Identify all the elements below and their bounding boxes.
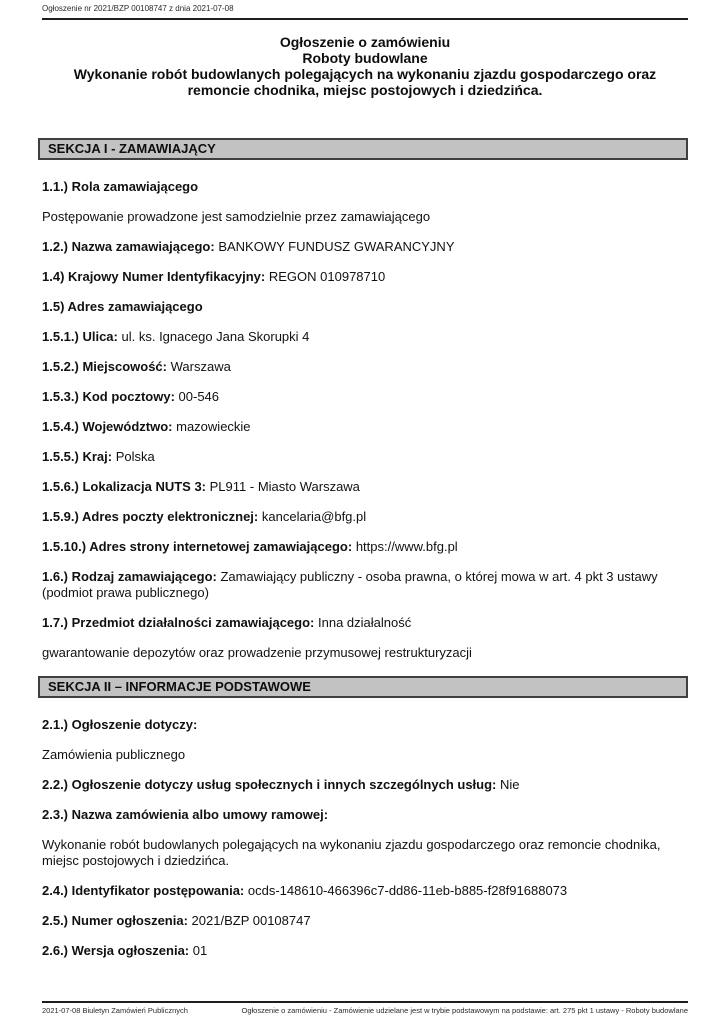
field-row bbox=[42, 913, 688, 929]
paragraph: Postępowanie prowadzone jest samodzielnie przez zamawiającego bbox=[42, 209, 431, 224]
field-label: 1.1.) Rola zamawiającego bbox=[42, 179, 199, 194]
document-title-line: remoncie chodnika, miejsc postojowych i dziedzińca. bbox=[187, 82, 543, 98]
field-value: BANKOWY FUNDUSZ GWARANCYJNY bbox=[218, 239, 455, 254]
document-title-line: Wykonanie robót budowlanych polegających na wykonaniu zjazdu gospodarczego oraz bbox=[73, 66, 657, 82]
field-row bbox=[42, 269, 688, 285]
field-label: 1.5.9.) Adres poczty elektronicznej: bbox=[42, 509, 259, 524]
field-label: 1.2.) Nazwa zamawiającego: bbox=[42, 239, 215, 254]
field-row bbox=[42, 569, 688, 601]
footer-divider bbox=[42, 1001, 688, 1003]
announcement-number: Ogłoszenie nr 2021/BZP 00108747 z dnia 2021-07-08 bbox=[42, 4, 234, 13]
field-row bbox=[42, 239, 688, 255]
paragraph: Wykonanie robót budowlanych polegających na wykonaniu zjazdu gospodarczego oraz remoncie chodnika, miejsc postojowych i dziedzińca. bbox=[42, 837, 661, 868]
field-label: 1.5.6.) Lokalizacja NUTS 3: bbox=[42, 479, 207, 494]
field-label: 1.5) Adres zamawiającego bbox=[42, 299, 203, 314]
field-row bbox=[42, 807, 688, 823]
field-row bbox=[42, 539, 688, 555]
field-row bbox=[42, 449, 688, 465]
footer-left-text: 2021-07-08 Biuletyn Zamówień Publicznych bbox=[42, 1006, 188, 1015]
section bbox=[42, 138, 688, 661]
field-label: 2.5.) Numer ogłoszenia: bbox=[42, 913, 188, 928]
document-title-line: Ogłoszenie o zamówieniu bbox=[279, 34, 451, 50]
field-row bbox=[42, 389, 688, 405]
field-value: Zamawiający publiczny - osoba prawna, o której mowa w art. 4 pkt 3 ustawy (podmiot prawa publicznego) bbox=[42, 569, 658, 600]
field-value: 2021/BZP 00108747 bbox=[191, 913, 311, 928]
field-label: 1.5.1.) Ulica: bbox=[42, 329, 118, 344]
field-label: 1.7.) Przedmiot działalności zamawiającego: bbox=[42, 615, 315, 630]
document-title bbox=[42, 34, 688, 98]
field-value: 00-546 bbox=[178, 389, 220, 404]
document-title-line: Roboty budowlane bbox=[302, 50, 428, 66]
field-value: Inna działalność bbox=[318, 615, 412, 630]
field-value: PL911 - Miasto Warszawa bbox=[209, 479, 360, 494]
field-row bbox=[42, 419, 688, 435]
field-row bbox=[42, 479, 688, 495]
field-row bbox=[42, 777, 688, 793]
field-label: 1.6.) Rodzaj zamawiającego: bbox=[42, 569, 217, 584]
field-value: ul. ks. Ignacego Jana Skorupki 4 bbox=[121, 329, 310, 344]
section bbox=[42, 676, 688, 959]
field-row bbox=[42, 299, 688, 315]
field-value: Warszawa bbox=[170, 359, 231, 374]
field-row bbox=[42, 329, 688, 345]
field-label: 1.5.10.) Adres strony internetowej zamawiającego: bbox=[42, 539, 353, 554]
field-label: 1.5.3.) Kod pocztowy: bbox=[42, 389, 175, 404]
field-row bbox=[42, 883, 688, 899]
field-label: 1.5.5.) Kraj: bbox=[42, 449, 113, 464]
field-row bbox=[42, 509, 688, 525]
field-value: ocds-148610-466396c7-dd86-11eb-b885-f28f91688073 bbox=[247, 883, 568, 898]
field-value: https://www.bfg.pl bbox=[355, 539, 458, 554]
paragraph: gwarantowanie depozytów oraz prowadzenie przymusowej restrukturyzacji bbox=[42, 645, 472, 660]
paragraph: Zamówienia publicznego bbox=[42, 747, 186, 762]
footer bbox=[42, 1001, 688, 1015]
field-value: Nie bbox=[500, 777, 520, 792]
field-label: 2.3.) Nazwa zamówienia albo umowy ramowej: bbox=[42, 807, 329, 822]
field-label: 1.5.4.) Województwo: bbox=[42, 419, 173, 434]
field-label: 2.2.) Ogłoszenie dotyczy usług społecznych i innych szczególnych usług: bbox=[42, 777, 497, 792]
section-heading: SEKCJA II – INFORMACJE PODSTAWOWE bbox=[38, 676, 688, 698]
field-row bbox=[42, 943, 688, 959]
document-body bbox=[42, 138, 688, 959]
field-label: 1.4) Krajowy Numer Identyfikacyjny: bbox=[42, 269, 266, 284]
footer-row bbox=[42, 1006, 688, 1015]
field-row bbox=[42, 359, 688, 375]
field-row bbox=[42, 179, 688, 195]
field-row bbox=[42, 717, 688, 733]
field-label: 2.4.) Identyfikator postępowania: bbox=[42, 883, 245, 898]
field-value: REGON 010978710 bbox=[268, 269, 386, 284]
field-value: 01 bbox=[192, 943, 208, 958]
field-row bbox=[42, 615, 688, 631]
footer-right-text: Ogłoszenie o zamówieniu - Zamówienie udzielane jest w trybie podstawowym na podstawie: art. 275 pkt 1 ustawy - Roboty budowlane bbox=[241, 1006, 688, 1015]
field-label: 2.6.) Wersja ogłoszenia: bbox=[42, 943, 190, 958]
field-label: 1.5.2.) Miejscowość: bbox=[42, 359, 167, 374]
field-value: mazowieckie bbox=[176, 419, 251, 434]
section-heading: SEKCJA I - ZAMAWIAJĄCY bbox=[38, 138, 688, 160]
header-divider bbox=[42, 18, 688, 20]
field-label: 2.1.) Ogłoszenie dotyczy: bbox=[42, 717, 198, 732]
field-value: Polska bbox=[115, 449, 155, 464]
field-value: kancelaria@bfg.pl bbox=[261, 509, 367, 524]
